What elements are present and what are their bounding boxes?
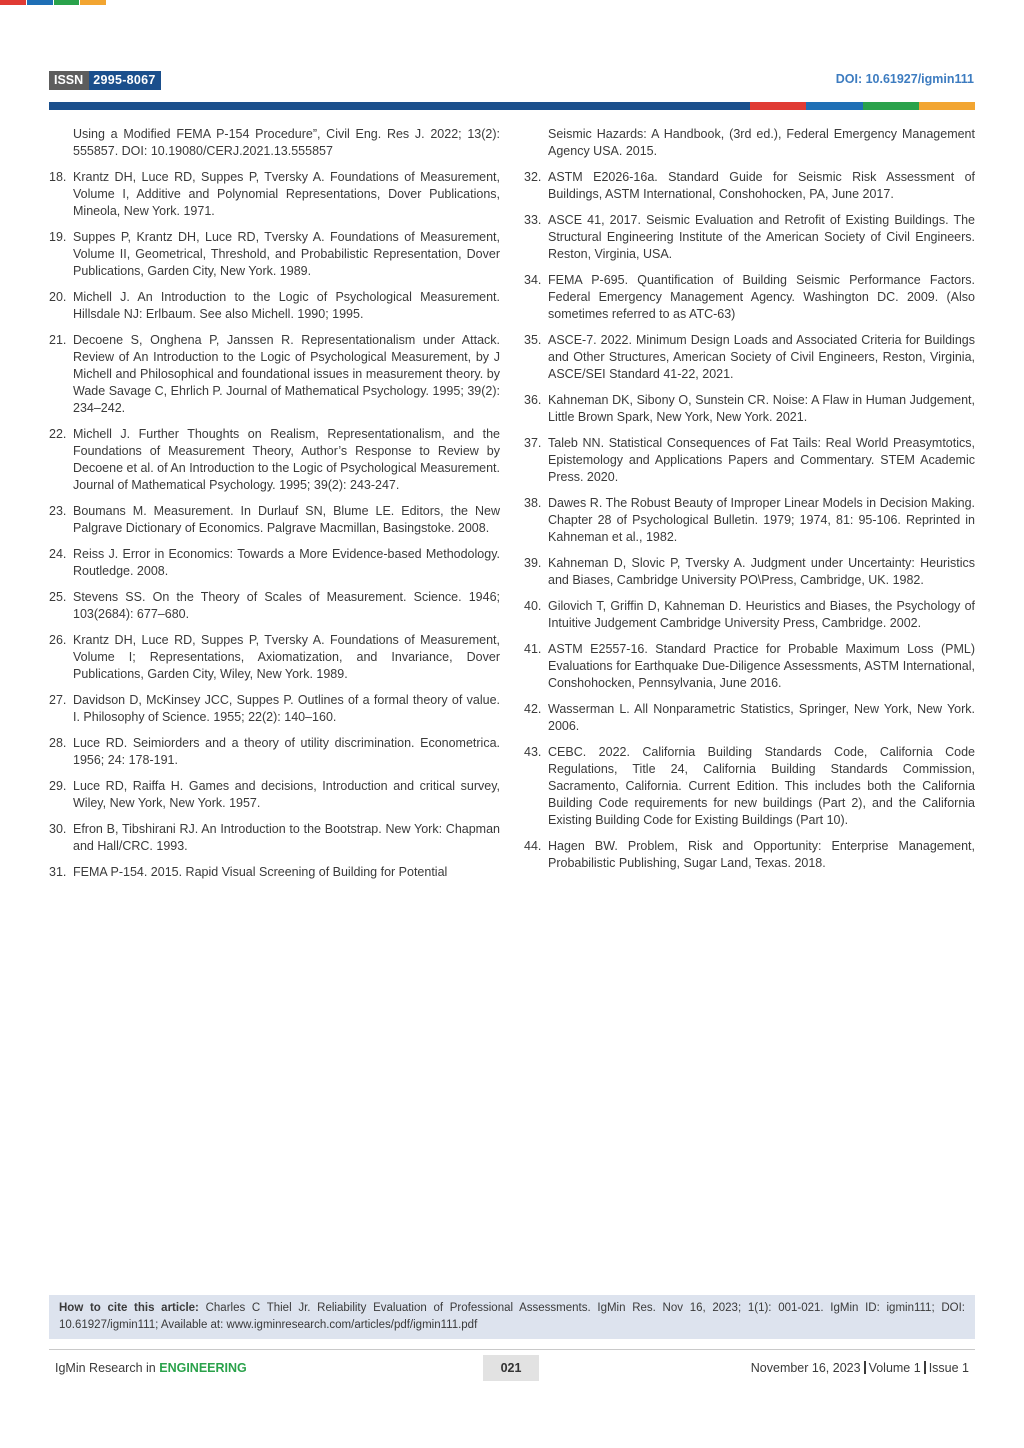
reference-text: Krantz DH, Luce RD, Suppes P, Tversky A. Foundations of Measurement, Volume I, Additive and Polynomial Representations, Dover Publications, Mineola, New York. 1971. — [73, 170, 500, 218]
page-footer — [49, 1355, 975, 1381]
reference-number: 36. — [524, 393, 542, 407]
reference-text: FEMA P-154. 2015. Rapid Visual Screening of Building for Potential — [73, 865, 448, 879]
reference-number: 25. — [49, 590, 67, 604]
reference-item — [524, 272, 975, 323]
reference-number: 29. — [49, 779, 67, 793]
reference-text: Kahneman D, Slovic P, Tversky A. Judgment under Uncertainty: Heuristics and Biases, Cambridge University PO\Press, Cambridge, UK. 1982. — [548, 556, 975, 587]
footer-divider — [49, 1349, 975, 1350]
reference-text: Seismic Hazards: A Handbook, (3rd ed.), Federal Emergency Management Agency USA. 2015. — [548, 127, 975, 158]
reference-number: 33. — [524, 213, 542, 227]
reference-number: 42. — [524, 702, 542, 716]
reference-text: Luce RD. Seimiorders and a theory of utility discrimination. Econometrica. 1956; 24: 178-191. — [73, 736, 500, 767]
reference-item — [524, 701, 975, 735]
reference-item — [524, 744, 975, 829]
reference-text: ASTM E2026-16a. Standard Guide for Seismic Risk Assessment of Buildings, ASTM International, Conshohocken, PA, June 2017. — [548, 170, 975, 201]
reference-number: 30. — [49, 822, 67, 836]
citation-text: Charles C Thiel Jr. Reliability Evaluation of Professional Assessments. IgMin Res. Nov 16, 2023; 1(1): 001-021. IgMin ID: igmin111; DOI: 10.61927/igmin111; Available at: www.igminresearch.com/articles/pdf/igmin111.pdf — [59, 1302, 965, 1331]
reference-text: Michell J. An Introduction to the Logic of Psychological Measurement. Hillsdale NJ: Erlbaum. See also Michell. 1990; 1995. — [73, 290, 500, 321]
reference-number: 32. — [524, 170, 542, 184]
footer-issue-info — [751, 1355, 969, 1381]
top-color-bars — [0, 0, 107, 5]
header-divider — [49, 102, 975, 110]
reference-number: 26. — [49, 633, 67, 647]
reference-number: 35. — [524, 333, 542, 347]
reference-text: Using a Modified FEMA P-154 Procedure”, Civil Eng. Res J. 2022; 13(2): 555857. DOI: 10.19080/CERJ.2021.13.555857 — [73, 127, 500, 158]
reference-number: 24. — [49, 547, 67, 561]
footer-issue: Issue 1 — [928, 1361, 969, 1375]
reference-number — [49, 126, 73, 160]
footer-volume: Volume 1 — [868, 1361, 921, 1375]
reference-number: 28. — [49, 736, 67, 750]
top-bar-green — [54, 0, 80, 5]
reference-text: Dawes R. The Robust Beauty of Improper Linear Models in Decision Making. Chapter 28 of Psychological Bulletin. 1979; 1974, 81: 95-106. Reprinted in Kahneman et al., 1982. — [548, 496, 975, 544]
top-bar-blue — [27, 0, 53, 5]
reference-item — [49, 503, 500, 537]
reference-text: Boumans M. Measurement. In Durlauf SN, Blume LE. Editors, the New Palgrave Dictionary of Economics. Palgrave Macmillan, Basingstoke. 2008. — [73, 504, 500, 535]
issn-badge — [49, 71, 161, 90]
reference-item — [524, 212, 975, 263]
reference-text: Gilovich T, Griffin D, Kahneman D. Heuristics and Biases, the Psychology of Intuitive Judgement Cambridge University Press, Cambridge. 2002. — [548, 599, 975, 630]
reference-text: Taleb NN. Statistical Consequences of Fat Tails: Real World Preasymtotics, Epistemology and Applications Papers and Commentary. STEM Academic Press. 2020. — [548, 436, 975, 484]
reference-number: 44. — [524, 839, 542, 853]
reference-text: Davidson D, McKinsey JCC, Suppes P. Outlines of a formal theory of value. I. Philosophy of Science. 1955; 22(2): 140–160. — [73, 693, 500, 724]
reference-text: Suppes P, Krantz DH, Luce RD, Tversky A. Foundations of Measurement, Volume II, Geometrical, Threshold, and Probabilistic Representation, Dover Publications, Garden City, New York. 1989. — [73, 230, 500, 278]
reference-text: Decoene S, Onghena P, Janssen R. Representationalism under Attack. Review of An Introduction to the Logic of Psychological Measurement, by J Michell and Philosophical and foundational issues in measurement theory. by Wade Savage C, Ehrlich P. Journal of Mathematical Psychology. 1995; 39(2): 234–242. — [73, 333, 500, 415]
divider-orange-segment — [919, 102, 975, 110]
reference-item — [49, 546, 500, 580]
reference-item — [49, 864, 500, 881]
reference-item — [49, 426, 500, 494]
reference-text: Kahneman DK, Sibony O, Sunstein CR. Noise: A Flaw in Human Judgement, Little Brown Spark, New York, New York. 2021. — [548, 393, 975, 424]
page-number: 021 — [483, 1355, 539, 1381]
reference-number: 23. — [49, 504, 67, 518]
reference-number: 37. — [524, 436, 542, 450]
reference-item — [524, 435, 975, 486]
reference-item — [49, 289, 500, 323]
reference-item — [524, 598, 975, 632]
reference-item — [524, 332, 975, 383]
reference-item — [49, 589, 500, 623]
reference-text: Wasserman L. All Nonparametric Statistics, Springer, New York, New York. 2006. — [548, 702, 975, 733]
header-doi: DOI: 10.61927/igmin111 — [835, 72, 974, 86]
reference-text: Stevens SS. On the Theory of Scales of Measurement. Science. 1946; 103(2684): 677–680. — [73, 590, 500, 621]
reference-number: 34. — [524, 273, 542, 287]
reference-number: 40. — [524, 599, 542, 613]
reference-item — [524, 169, 975, 203]
reference-text: Luce RD, Raiffa H. Games and decisions, Introduction and critical survey, Wiley, New York, New York. 1957. — [73, 779, 500, 810]
reference-item — [49, 126, 500, 160]
references-section — [49, 126, 975, 890]
reference-text: CEBC. 2022. California Building Standards Code, California Code Regulations, Title 24, California Building Standards Commission, Sacramento, California. Current Edition. This includes both the California Building Code requirements for new buildings (Part 2), and the California Existing Building Code for Existing Buildings (Part 10). — [548, 745, 975, 827]
reference-item — [49, 169, 500, 220]
citation-label: How to cite this article: — [59, 1302, 199, 1314]
footer-journal — [55, 1355, 247, 1381]
top-bar-orange — [80, 0, 106, 5]
footer-separator — [864, 1361, 866, 1374]
reference-text: Michell J. Further Thoughts on Realism, Representationalism, and the Foundations of Measurement Theory, Author’s Response to Review by Decoene et al. of An Introduction to the Logic of Psychological Measurement. Journal of Mathematical Psychology. 1995; 39(2): 243-247. — [73, 427, 500, 492]
reference-text: Krantz DH, Luce RD, Suppes P, Tversky A. Foundations of Measurement, Volume I; Representations, Axiomatization, and Invariance, Dover Publications, Garden City, Wiley, New York. 1989. — [73, 633, 500, 681]
reference-item — [524, 641, 975, 692]
citation-box — [49, 1295, 975, 1339]
reference-item — [49, 821, 500, 855]
footer-separator — [924, 1361, 926, 1374]
divider-blue2-segment — [806, 102, 862, 110]
reference-text: FEMA P-695. Quantification of Building Seismic Performance Factors. Federal Emergency Management Agency. Washington DC. 2009. (Also sometimes referred to as ATC-63) — [548, 273, 975, 321]
reference-number: 41. — [524, 642, 542, 656]
references-left-column — [49, 126, 500, 890]
reference-item — [49, 229, 500, 280]
divider-red-segment — [750, 102, 806, 110]
reference-item — [49, 692, 500, 726]
reference-number: 20. — [49, 290, 67, 304]
reference-number: 18. — [49, 170, 67, 184]
reference-text: Hagen BW. Problem, Risk and Opportunity: Enterprise Management, Probabilistic Publishing, Sugar Land, Texas. 2018. — [548, 839, 975, 870]
reference-item — [524, 392, 975, 426]
reference-text: ASTM E2557-16. Standard Practice for Probable Maximum Loss (PML) Evaluations for Earthquake Due-Diligence Assessments, ASTM International, Conshohocken, Pennsylvania, June 2016. — [548, 642, 975, 690]
reference-number: 19. — [49, 230, 67, 244]
reference-number: 27. — [49, 693, 67, 707]
reference-item — [49, 735, 500, 769]
journal-field: ENGINEERING — [159, 1361, 247, 1375]
reference-text: ASCE-7. 2022. Minimum Design Loads and Associated Criteria for Buildings and Other Structures, American Society of Civil Engineers, Reston, Virginia, ASCE/SEI Standard 41-22, 2021. — [548, 333, 975, 381]
reference-text: Efron B, Tibshirani RJ. An Introduction to the Bootstrap. New York: Chapman and Hall/CRC. 1993. — [73, 822, 500, 853]
reference-item — [49, 332, 500, 417]
reference-item — [524, 126, 975, 160]
reference-text: ASCE 41, 2017. Seismic Evaluation and Retrofit of Existing Buildings. The Structural Engineering Institute of the American Society of Civil Engineers. Reston, Virginia, USA. — [548, 213, 975, 261]
reference-item — [524, 495, 975, 546]
reference-text: Reiss J. Error in Economics: Towards a More Evidence-based Methodology. Routledge. 2008. — [73, 547, 500, 578]
footer-date: November 16, 2023 — [750, 1361, 861, 1375]
divider-green-segment — [863, 102, 919, 110]
reference-number: 38. — [524, 496, 542, 510]
reference-number: 21. — [49, 333, 67, 347]
reference-item — [524, 555, 975, 589]
reference-item — [49, 778, 500, 812]
reference-number: 22. — [49, 427, 67, 441]
reference-number — [524, 126, 548, 160]
journal-prefix: IgMin Research in — [55, 1361, 156, 1375]
reference-number: 31. — [49, 865, 67, 879]
reference-number: 43. — [524, 745, 542, 759]
reference-item — [524, 838, 975, 872]
issn-label: ISSN — [49, 71, 89, 90]
issn-number: 2995-8067 — [89, 71, 160, 90]
top-bar-red — [0, 0, 26, 5]
reference-item — [49, 632, 500, 683]
references-right-column — [524, 126, 975, 890]
reference-number: 39. — [524, 556, 542, 570]
divider-blue-segment — [49, 102, 750, 110]
